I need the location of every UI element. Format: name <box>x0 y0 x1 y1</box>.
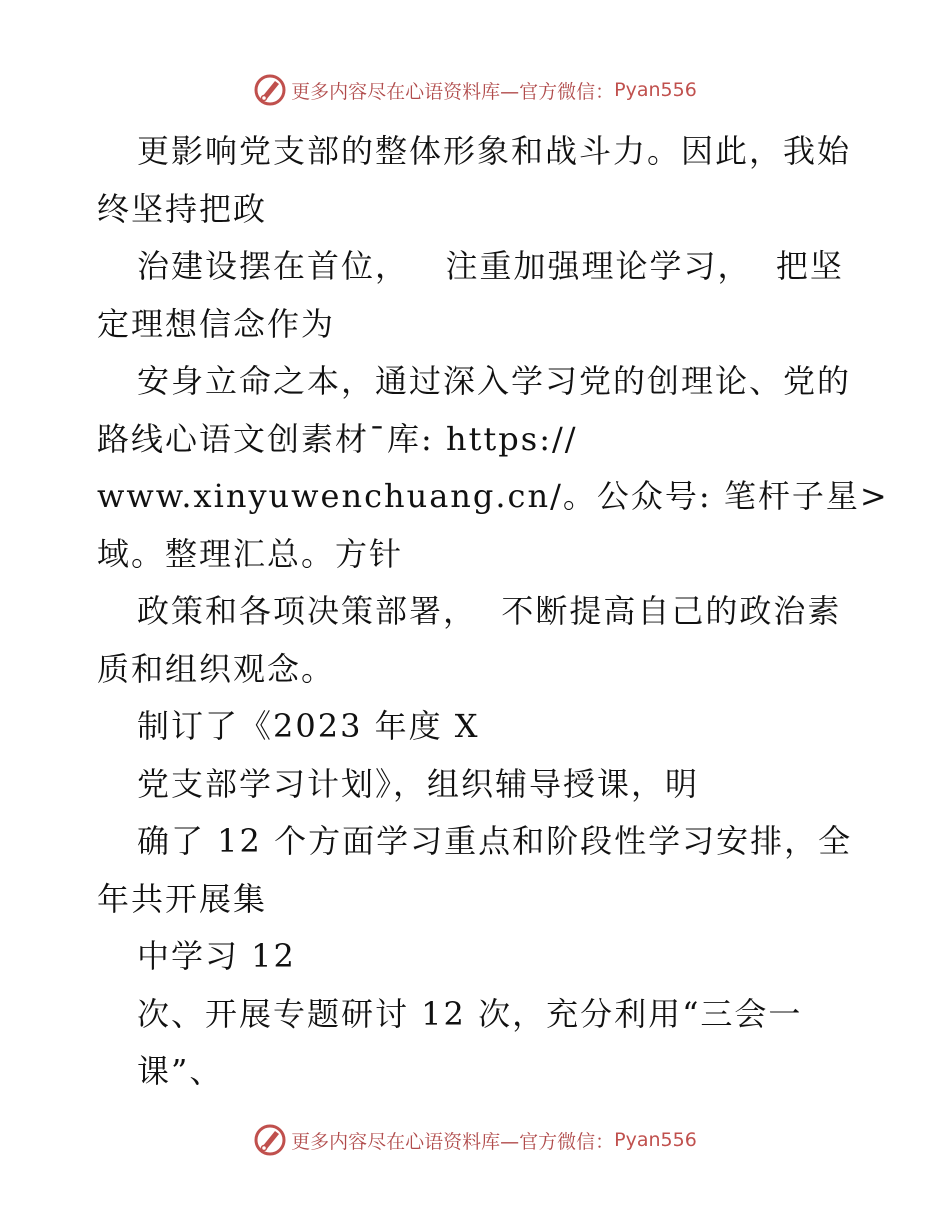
body-line: 安身立命之本，通过深入学习党的创理论、党的 <box>137 362 852 400</box>
footer-banner <box>0 1120 950 1160</box>
body-line: 课”、 <box>137 1052 224 1090</box>
document-body <box>97 123 889 1101</box>
body-line: 更影响党支部的整体形象和战斗力。因此，我始 <box>137 132 852 170</box>
header-banner <box>0 70 950 110</box>
body-line: 次、开展专题研讨 12 次，充分利用“三会一 <box>137 994 803 1033</box>
body-line: 终坚持把政 <box>97 189 268 228</box>
body-line: 政策和各项决策部署， 不断提高自己的政治素 <box>137 592 842 630</box>
footer-banner-text: 更多内容尽在心语资料库—官方微信： <box>291 1130 615 1153</box>
body-line: 路线心语文创素材¯库: https:// <box>97 419 578 458</box>
body-line: 确了 12 个方面学习重点和阶段性学习安排，全 <box>137 822 853 860</box>
body-line: 质和组织观念。 <box>97 649 336 688</box>
body-line: 治建设摆在首位， 注重加强理论学习， 把坚 <box>137 247 844 285</box>
body-line: 年共开展集 <box>97 879 268 918</box>
body-line: 域。整理汇总。方针 <box>97 534 404 573</box>
quill-seal-icon <box>253 1123 287 1157</box>
header-banner-wechat: Pyan556 <box>614 79 697 101</box>
body-line: 制订了《2023 年度 X <box>137 707 480 745</box>
footer-banner-wechat: Pyan556 <box>614 1129 697 1151</box>
header-banner-text: 更多内容尽在心语资料库—官方微信： <box>291 80 615 103</box>
body-line: 定理想信念作为 <box>97 304 336 343</box>
body-line: www.xinyuwenchuang.cn/。公众号: 笔杆子星> <box>97 477 889 515</box>
body-line: 中学习 12 <box>137 937 296 975</box>
quill-seal-icon <box>253 73 287 107</box>
body-line: 党支部学习计划》，组织辅导授课，明 <box>137 764 700 803</box>
